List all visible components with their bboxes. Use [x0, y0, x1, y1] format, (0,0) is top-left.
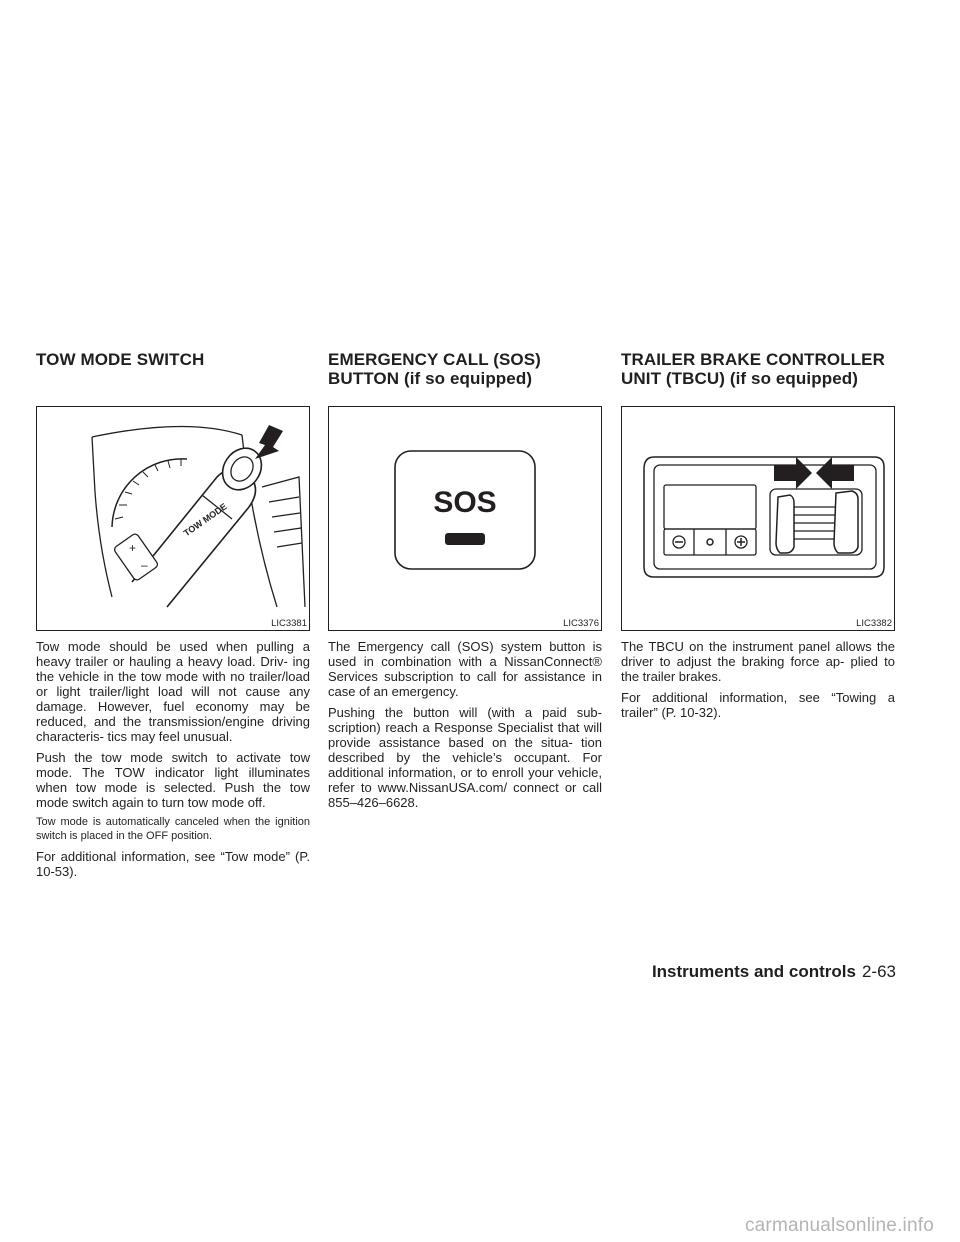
- page-number: 2-63: [861, 962, 896, 981]
- tow-mode-reference: For additional information, see “Tow mode” (P. 10-53).: [36, 849, 310, 879]
- tow-mode-paragraph: Push the tow mode switch to activate tow mode. The TOW indicator light illuminates when tow mode is selected. Push the tow mode switch again to turn tow mode off.: [36, 750, 310, 810]
- sos-button-label: SOS: [433, 486, 497, 519]
- tbcu-figure-code: LIC3382: [856, 618, 892, 629]
- sos-paragraph: The Emergency call (SOS) system button is used in combination with a NissanConnect® Services subscription to call for assistance in case of an emergency.: [328, 639, 602, 699]
- sos-button-illustration: [329, 407, 601, 615]
- svg-text:+: +: [129, 541, 137, 555]
- tow-mode-lever-label: TOW MODE: [181, 501, 229, 539]
- tbcu-paragraph: The TBCU on the instrument panel allows the driver to adjust the braking force ap- plied to the trailer brakes.: [621, 639, 895, 684]
- tbcu-section: [621, 350, 895, 726]
- page-footer: [652, 962, 896, 982]
- watermark: carmanualsonline.info: [744, 1215, 934, 1236]
- sos-section: [328, 350, 602, 816]
- footer-section-title: Instruments and controls: [651, 962, 856, 981]
- sos-figure-code: LIC3376: [563, 618, 599, 629]
- sos-figure: [328, 406, 602, 631]
- sos-heading: EMERGENCY CALL (SOS) BUTTON (if so equipped): [328, 350, 541, 388]
- tow-mode-figure: [36, 406, 310, 631]
- tow-mode-heading: TOW MODE SWITCH: [36, 350, 205, 369]
- tow-mode-section: [36, 350, 310, 885]
- tow-mode-note: Tow mode is automatically canceled when the ignition switch is placed in the OFF position.: [36, 816, 310, 842]
- tow-mode-switch-illustration: [37, 407, 309, 615]
- tbcu-reference: For additional information, see “Towing a trailer” (P. 10-32).: [621, 690, 895, 720]
- tbcu-figure: [621, 406, 895, 631]
- tow-mode-paragraph: Tow mode should be used when pulling a heavy trailer or hauling a heavy load. Driv- ing the vehicle in the tow mode with no trailer/load or light trailer/light load will not cause any damage. However, fuel economy may be reduced, and the transmission/engine driving characteris- tics may feel unusual.: [36, 639, 310, 744]
- tbcu-heading: TRAILER BRAKE CONTROLLER UNIT (TBCU) (if so equipped): [621, 350, 885, 388]
- svg-text:–: –: [141, 558, 148, 572]
- tow-mode-figure-code: LIC3381: [271, 618, 307, 629]
- sos-paragraph: Pushing the button will (with a paid sub- scription) reach a Response Specialist that will provide assistance based on the situa- tion described by the vehicle’s occupant. For additional information, or to enroll your vehicle, refer to www.NissanUSA.com/ connect or call 855–426–6628.: [328, 705, 602, 810]
- tbcu-panel-illustration: [622, 407, 894, 615]
